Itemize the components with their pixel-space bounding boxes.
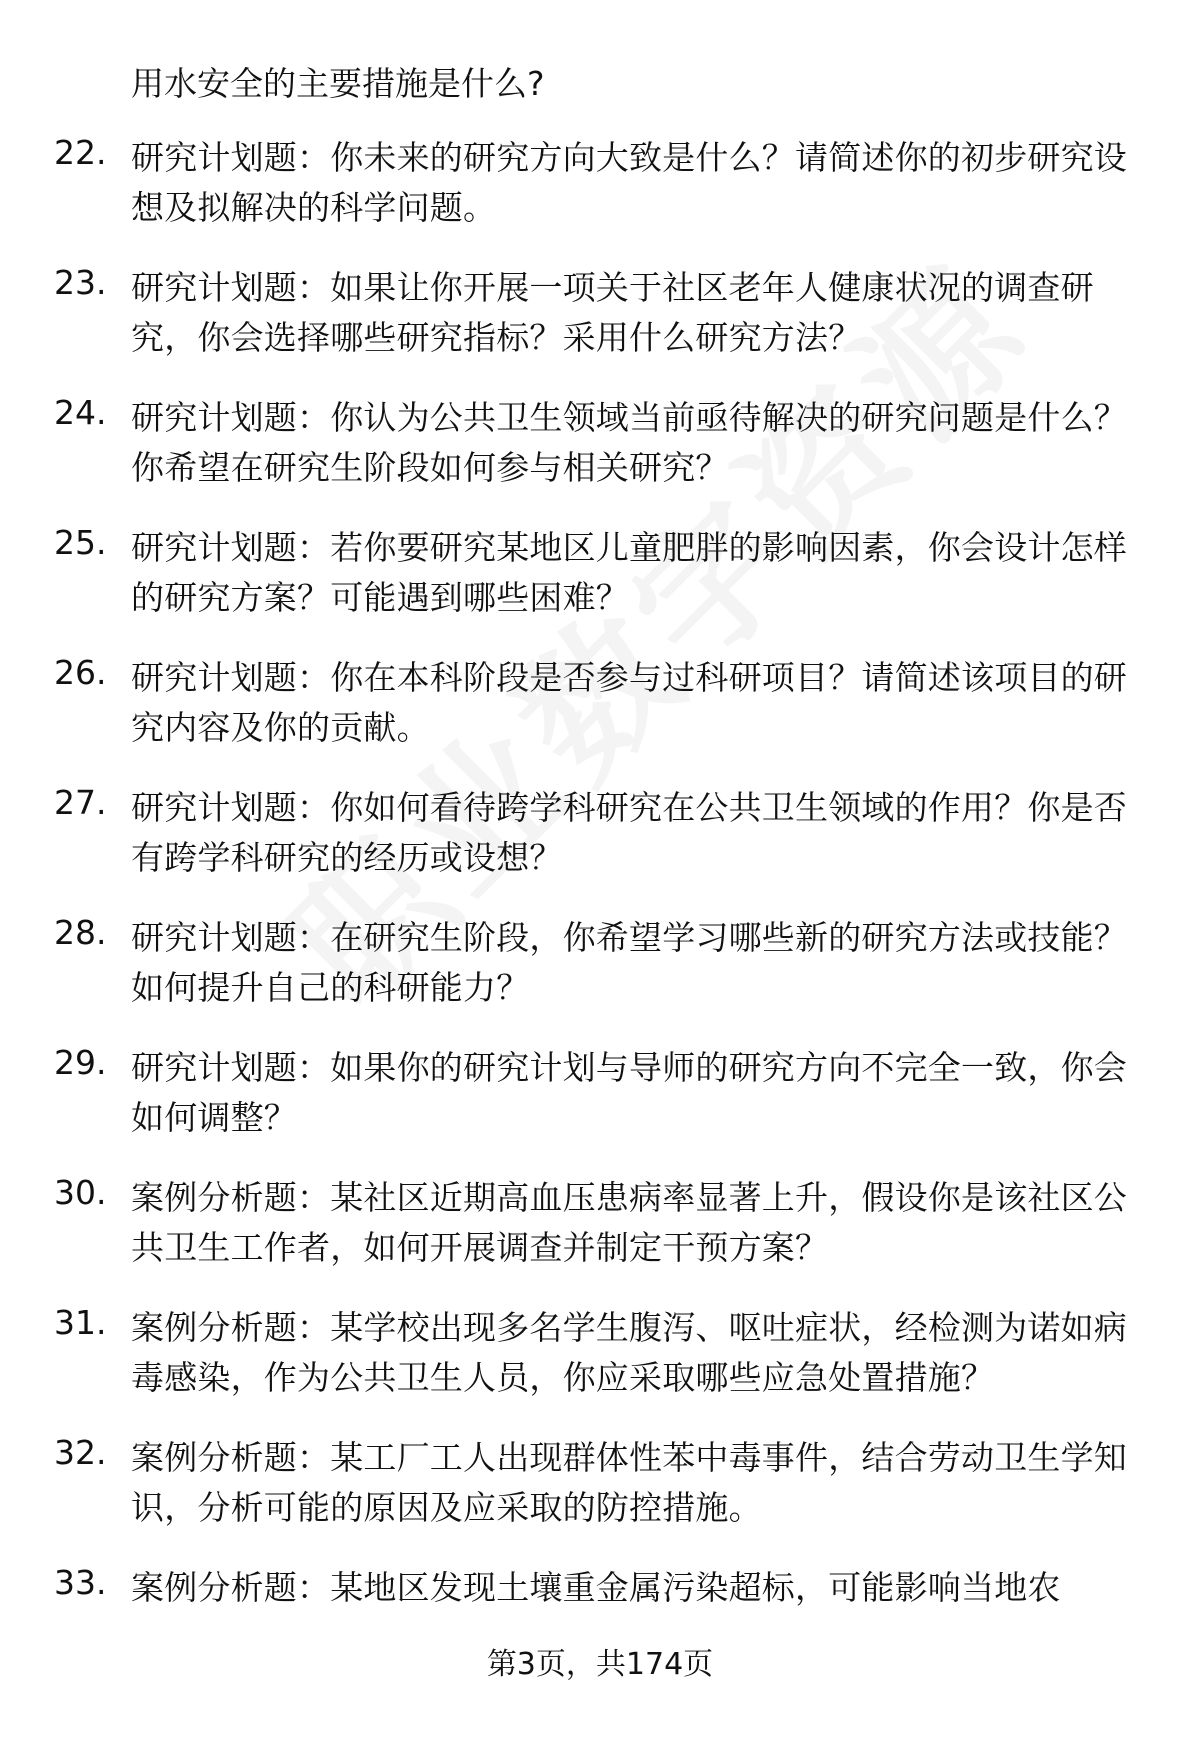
question-text: 案例分析题：某学校出现多名学生腹泻、呕吐症状，经检测为诺如病毒感染，作为公共卫生人员，你应采取哪些应急处置措施？ <box>131 1308 1127 1397</box>
question-text: 研究计划题：如果让你开展一项关于社区老年人健康状况的调查研究，你会选择哪些研究指标？采用什么研究方法？ <box>131 268 1094 357</box>
question-number: 23. <box>54 263 107 302</box>
question-text: 研究计划题：在研究生阶段，你希望学习哪些新的研究方法或技能？如何提升自己的科研能力？ <box>131 918 1127 1007</box>
question-text: 研究计划题：你未来的研究方向大致是什么？请简述你的初步研究设想及拟解决的科学问题。 <box>131 138 1127 227</box>
question-text: 研究计划题：你认为公共卫生领域当前亟待解决的研究问题是什么？你希望在研究生阶段如何参与相关研究？ <box>131 398 1127 487</box>
question-number: 22. <box>54 133 107 172</box>
question-number: 29. <box>54 1043 107 1082</box>
question-text: 研究计划题：你如何看待跨学科研究在公共卫生领域的作用？你是否有跨学科研究的经历或设想？ <box>131 788 1127 877</box>
continuation-text: 用水安全的主要措施是什么? <box>131 64 545 103</box>
question-text: 研究计划题：如果你的研究计划与导师的研究方向不完全一致，你会如何调整？ <box>131 1048 1127 1137</box>
question-number: 30. <box>54 1173 107 1212</box>
question-text: 案例分析题：某工厂工人出现群体性苯中毒事件，结合劳动卫生学知识，分析可能的原因及应采取的防控措施。 <box>131 1438 1127 1527</box>
question-text: 案例分析题：某社区近期高血压患病率显著上升，假设你是该社区公共卫生工作者，如何开展调查并制定干预方案？ <box>131 1178 1127 1267</box>
question-number: 27. <box>54 783 107 822</box>
question-number: 24. <box>54 393 107 432</box>
page-footer: 第3页，共174页 <box>486 1647 714 1682</box>
question-number: 33. <box>54 1563 107 1602</box>
question-number: 25. <box>54 523 107 562</box>
question-number: 28. <box>54 913 107 952</box>
question-number: 26. <box>54 653 107 692</box>
question-number: 32. <box>54 1433 107 1472</box>
question-text: 研究计划题：若你要研究某地区儿童肥胖的影响因素，你会设计怎样的研究方案？可能遇到哪些困难？ <box>131 528 1127 617</box>
question-text: 研究计划题：你在本科阶段是否参与过科研项目？请简述该项目的研究内容及你的贡献。 <box>131 658 1127 747</box>
question-number: 31. <box>54 1303 107 1342</box>
question-text: 案例分析题：某地区发现土壤重金属污染超标，可能影响当地农 <box>131 1568 1061 1607</box>
